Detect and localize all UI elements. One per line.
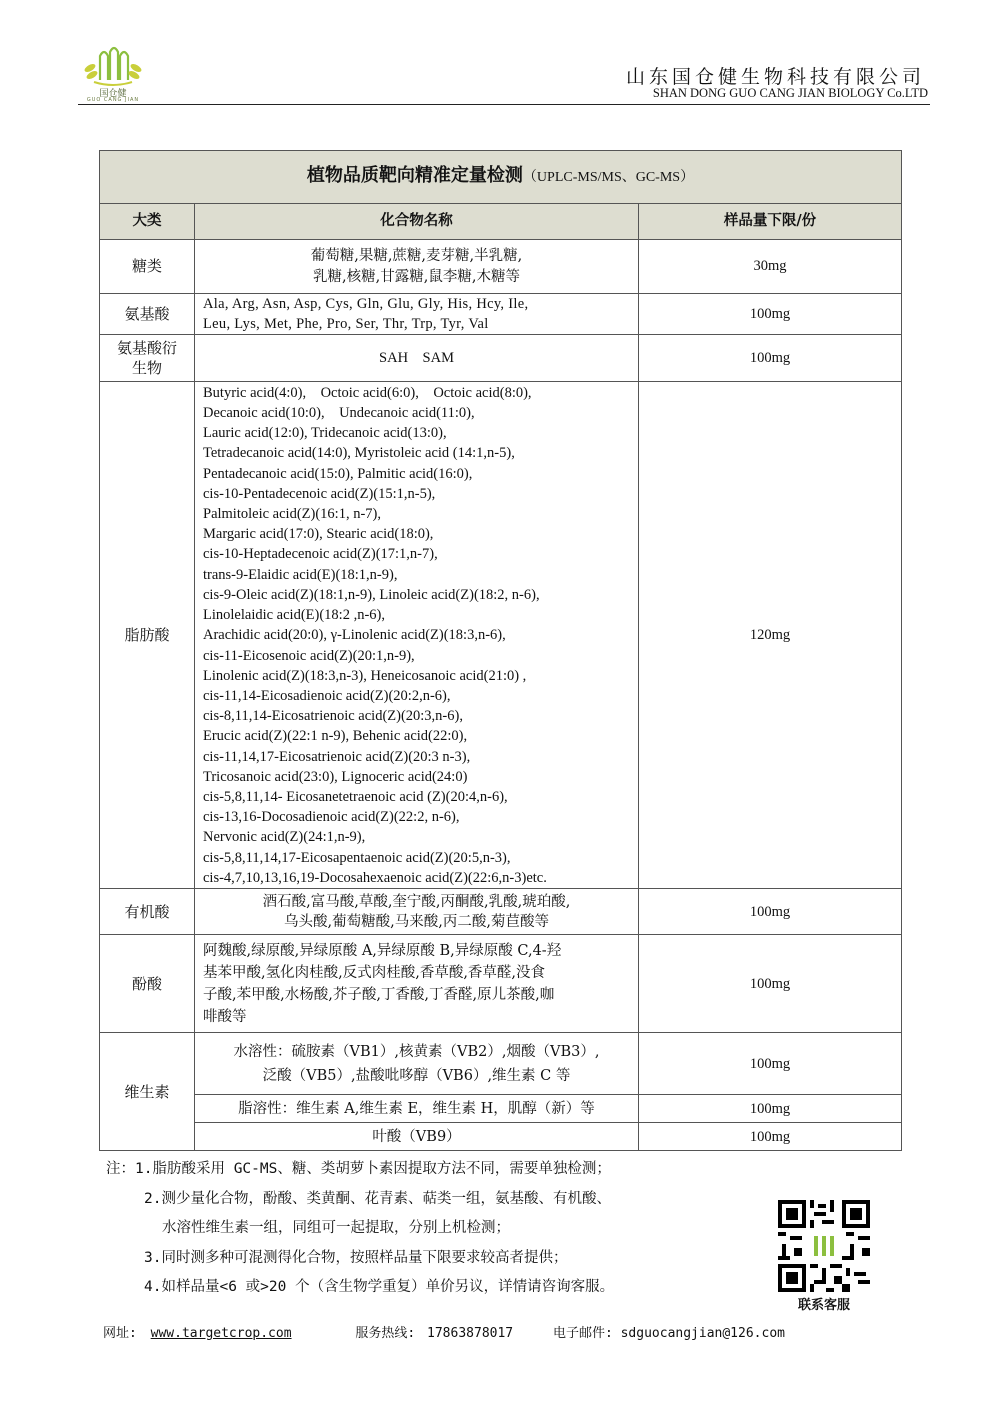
notes-section bbox=[106, 1155, 614, 1303]
fatty-acid-line: trans-9-Elaidic acid(E)(18:1,n-9), bbox=[203, 566, 398, 583]
note-line: 水溶性维生素一组，同组可一起提取，分别上机检测； bbox=[162, 1220, 510, 1236]
table-row bbox=[100, 240, 902, 294]
detection-table bbox=[99, 150, 902, 1151]
header-row bbox=[100, 204, 902, 240]
category-cell: 脂肪酸 bbox=[100, 382, 195, 889]
category-cell: 维生素 bbox=[100, 1033, 195, 1151]
compound-line: 水溶性：硫胺素（VB1）,核黄素（VB2）,烟酸（VB3）, bbox=[233, 1043, 600, 1060]
note-line: 4.如样品量<6 或>20 个（含生物学重复）单价另议，详情请咨询客服。 bbox=[144, 1279, 615, 1295]
qr-label: 联系客服 bbox=[797, 1298, 850, 1313]
footer bbox=[103, 1322, 785, 1341]
fatty-acid-line: Margaric acid(17:0), Stearic acid(18:0), bbox=[203, 526, 434, 543]
logo-subtext: GUO CANG JIAN bbox=[86, 97, 140, 103]
amount-cell: 100mg bbox=[639, 889, 902, 935]
fatty-acid-line: Lauric acid(12:0), Tridecanoic acid(13:0), bbox=[203, 425, 447, 442]
fatty-acid-line: Decanoic acid(10:0), Undecanoic acid(11:0), bbox=[203, 405, 475, 422]
fatty-acid-line: Palmitoleic acid(Z)(16:1, n-7), bbox=[203, 506, 381, 523]
compounds-cell bbox=[195, 889, 639, 935]
amount-cell: 100mg bbox=[639, 335, 902, 382]
amount-cell: 100mg bbox=[639, 1033, 902, 1095]
table-row bbox=[100, 1033, 902, 1095]
compound-line: 乌头酸,葡萄糖酸,马来酸,丙二酸,菊苣酸等 bbox=[284, 913, 549, 930]
compounds-cell: SAH SAM bbox=[195, 335, 639, 382]
fatty-acid-line: Tetradecanoic acid(14:0), Myristoleic acid (14:1,n-5), bbox=[203, 445, 515, 462]
note-line: 注：1.脂肪酸采用 GC-MS、糖、类胡萝卜素因提取方法不同，需要单独检测； bbox=[106, 1161, 611, 1177]
qr-code[interactable] bbox=[778, 1200, 870, 1292]
fatty-acid-line: Erucic acid(Z)(22:1 n-9), Behenic acid(22:0), bbox=[203, 728, 468, 745]
company-name-en: SHAN DONG GUO CANG JIAN BIOLOGY Co.LTD bbox=[652, 86, 928, 100]
amount-cell: 100mg bbox=[639, 1123, 902, 1151]
fatty-acid-line: Butyric acid(4:0), Octoic acid(6:0), Octoic acid(8:0), bbox=[203, 384, 532, 401]
compounds-cell bbox=[195, 240, 639, 294]
title-main: 植物品质靶向精准定量检测 bbox=[306, 164, 523, 186]
amount-cell: 100mg bbox=[639, 935, 902, 1033]
compound-line: 啡酸等 bbox=[203, 1008, 247, 1025]
compounds-cell: 叶酸（VB9） bbox=[195, 1123, 639, 1151]
compound-line: 乳糖,核糖,甘露糖,鼠李糖,木糖等 bbox=[313, 268, 520, 285]
fatty-acid-line: cis-11-Eicosenoic acid(Z)(20:1,n-9), bbox=[203, 647, 415, 664]
compounds-cell bbox=[195, 1033, 639, 1095]
fatty-acid-line: cis-5,8,11,14,17-Eicosapentaenoic acid(Z)(20:5,n-3), bbox=[203, 849, 511, 866]
compounds-cell: 脂溶性：维生素 A,维生素 E，维生素 H，肌醇（新）等 bbox=[195, 1095, 639, 1123]
table-row bbox=[100, 935, 902, 1033]
fatty-acid-line: cis-5,8,11,14- Eicosanetetraenoic acid (Z)(20:4,n-6), bbox=[203, 788, 508, 805]
category-line: 氨基酸衍 bbox=[116, 339, 177, 358]
fatty-acid-line: cis-11,14,17-Eicosatrienoic acid(Z)(20:3 n-3), bbox=[203, 748, 471, 765]
email-label: 电子邮件: bbox=[552, 1326, 613, 1341]
fatty-acid-line: cis-13,16-Docosadienoic acid(Z)(22:2, n-6), bbox=[203, 809, 460, 826]
fatty-acid-line: Nervonic acid(Z)(24:1,n-9), bbox=[203, 829, 366, 846]
category-cell: 氨基酸 bbox=[100, 294, 195, 335]
fatty-acid-line: Linolelaidic acid(E)(18:2 ,n-6), bbox=[203, 607, 385, 624]
header-divider bbox=[78, 104, 930, 105]
table-row bbox=[100, 1095, 902, 1123]
table-row bbox=[100, 294, 902, 335]
note-line: 3.同时测多种可混测得化合物，按照样品量下限要求较高者提供； bbox=[144, 1249, 568, 1266]
title-method: （UPLC-MS/MS、GC-MS） bbox=[522, 169, 695, 185]
compound-line: Leu, Lys, Met, Phe, Pro, Ser, Thr, Trp, Tyr, Val bbox=[203, 316, 489, 333]
col-header-compounds: 化合物名称 bbox=[195, 204, 639, 240]
fatty-acid-line: cis-4,7,10,13,16,19-Docosahexaenoic acid(Z)(22:6,n-3)etc. bbox=[203, 869, 547, 886]
logo-text: 国仓健 bbox=[99, 89, 127, 99]
fatty-acid-list bbox=[203, 383, 632, 888]
email-address[interactable]: sdguocangjian@126.com bbox=[620, 1326, 785, 1341]
fatty-acid-line: cis-10-Heptadecenoic acid(Z)(17:1,n-7), bbox=[203, 546, 438, 563]
compound-line: 子酸,苯甲酸,水杨酸,芥子酸,丁香酸,丁香醛,原儿茶酸,咖 bbox=[203, 986, 555, 1003]
fatty-acid-line: Arachidic acid(20:0), γ-Linolenic acid(Z)(18:3,n-6), bbox=[203, 627, 506, 644]
compounds-cell bbox=[195, 294, 639, 335]
fatty-acid-line: Tricosanoic acid(23:0), Lignoceric acid(24:0) bbox=[203, 768, 468, 785]
site-link[interactable]: www.targetcrop.com bbox=[150, 1326, 292, 1341]
compounds-cell bbox=[195, 935, 639, 1033]
table-row bbox=[100, 335, 902, 382]
category-cell bbox=[100, 335, 195, 382]
compound-line: 阿魏酸,绿原酸,异绿原酸 A,异绿原酸 B,异绿原酸 C,4-羟 bbox=[203, 942, 562, 959]
category-cell: 糖类 bbox=[100, 240, 195, 294]
fatty-acid-line: cis-8,11,14-Eicosatrienoic acid(Z)(20:3,n-6), bbox=[203, 708, 463, 725]
amount-cell: 100mg bbox=[639, 294, 902, 335]
compound-line: 基苯甲酸,氢化肉桂酸,反式肉桂酸,香草酸,香草醛,没食 bbox=[203, 964, 546, 981]
compound-line: Ala, Arg, Asn, Asp, Cys, Gln, Glu, Gly, His, Hcy, Ile, bbox=[203, 296, 529, 312]
compound-line: 酒石酸,富马酸,草酸,奎宁酸,丙酮酸,乳酸,琥珀酸, bbox=[262, 893, 571, 910]
fatty-acid-line: cis-11,14-Eicosadienoic acid(Z)(20:2,n-6), bbox=[203, 687, 451, 704]
compound-line: 葡萄糖,果糖,蔗糖,麦芽糖,半乳糖, bbox=[310, 248, 523, 265]
table-row bbox=[100, 889, 902, 935]
table-title bbox=[100, 151, 902, 204]
amount-cell: 120mg bbox=[639, 382, 902, 889]
compounds-cell bbox=[195, 382, 639, 889]
compound-line: 泛酸（VB5）,盐酸吡哆醇（VB6）,维生素 C 等 bbox=[262, 1067, 571, 1084]
category-line: 生物 bbox=[131, 359, 162, 378]
company-name-cn: 山东国仓健生物科技有限公司 bbox=[625, 66, 925, 88]
fatty-acid-line: Linolenic acid(Z)(18:3,n-3), Heneicosanoic acid(21:0) , bbox=[203, 667, 527, 684]
table-row bbox=[100, 1123, 902, 1151]
note-line: 2.测少量化合物，酚酸、类黄酮、花青素、萜类一组，氨基酸、有机酸、 bbox=[144, 1190, 611, 1207]
category-cell: 酚酸 bbox=[100, 935, 195, 1033]
fatty-acid-line: Pentadecanoic acid(15:0), Palmitic acid(16:0), bbox=[203, 465, 473, 482]
site-label: 网址: bbox=[103, 1326, 137, 1341]
amount-cell: 30mg bbox=[639, 240, 902, 294]
fatty-acid-line: cis-9-Oleic acid(Z)(18:1,n-9), Linoleic acid(Z)(18:2, n-6), bbox=[203, 586, 540, 603]
col-header-category: 大类 bbox=[100, 204, 195, 240]
hotline-number: 17863878017 bbox=[427, 1326, 514, 1341]
hotline-label: 服务热线: bbox=[355, 1326, 416, 1341]
table-row bbox=[100, 382, 902, 889]
category-cell: 有机酸 bbox=[100, 889, 195, 935]
col-header-amount: 样品量下限/份 bbox=[639, 204, 902, 240]
fatty-acid-line: cis-10-Pentadecenoic acid(Z)(15:1,n-5), bbox=[203, 485, 436, 502]
amount-cell: 100mg bbox=[639, 1095, 902, 1123]
